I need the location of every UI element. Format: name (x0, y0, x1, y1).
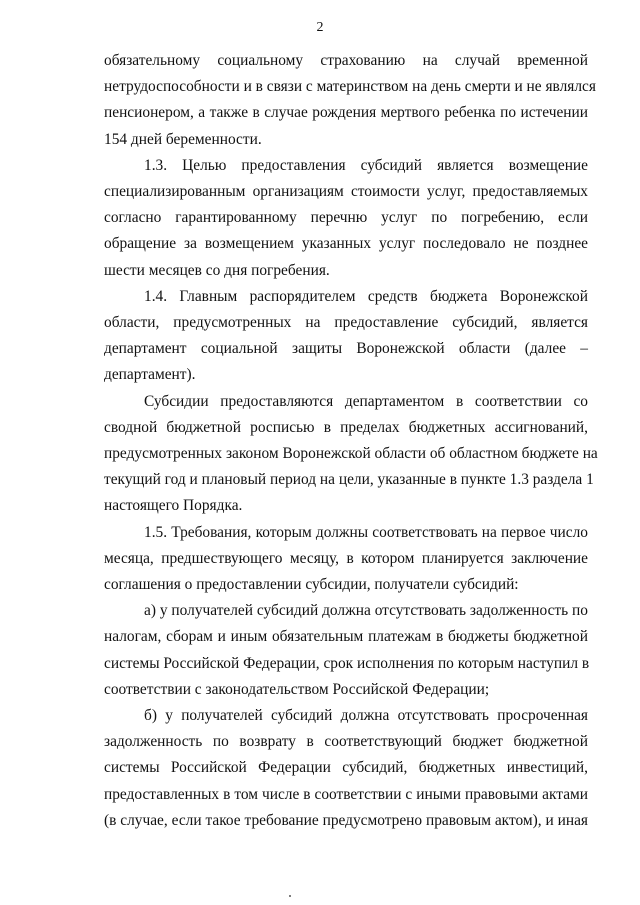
text-line: б) у получателей субсидий должна отсутствовать просроченная (144, 707, 588, 725)
text-line: соответствии с законодательством Российской Федерации; (104, 680, 490, 698)
text-line: системы Российской Федерации, срок исполнения по которым наступил в (104, 654, 590, 672)
paragraph (104, 389, 598, 520)
text-line: (в случае, если такое требование предусмотрено правовым актом), и иная (104, 811, 588, 829)
paragraph (104, 703, 588, 834)
text-line: предоставленных в том числе в соответствии с иными правовыми актами (104, 785, 588, 803)
text-line: текущий год и плановый период на цели, указанные в пункте 1.3 раздела 1 (104, 471, 594, 489)
paragraph (104, 520, 588, 599)
text-line: шести месяцев со дня погребения. (104, 261, 330, 279)
text-line: настоящего Порядка. (104, 497, 243, 515)
paragraph (104, 48, 596, 153)
text-line: а) у получателей субсидий должна отсутствовать задолженность по (144, 602, 588, 620)
text-line: пенсионером, а также в случае рождения мертвого ребенка по истечении (104, 104, 588, 122)
text-line: согласно гарантированному перечню услуг по погребению, если (104, 209, 588, 227)
text-line: налогам, сборам и иным обязательным платежам в бюджеты бюджетной (104, 628, 588, 646)
text-line: сводной бюджетной росписью в пределах бюджетных ассигнований, (104, 418, 588, 436)
text-line: обращение за возмещением указанных услуг последовало не позднее (104, 235, 588, 253)
text-line: департамент социальной защиты Воронежской области (далее – (104, 340, 588, 358)
text-line: месяца, предшествующего месяцу, в котором планируется заключение (104, 549, 588, 567)
paragraph (104, 153, 588, 284)
document-body (104, 48, 598, 834)
text-line: департамент). (104, 366, 196, 384)
text-line: соглашения о предоставлении субсидии, получатели субсидий: (104, 576, 519, 594)
page-number: 2 (316, 20, 324, 35)
text-line: задолженность по возврату в соответствующий бюджет бюджетной (104, 733, 588, 751)
paragraph (104, 598, 588, 703)
text-line: 1.4. Главным распорядителем средств бюджета Воронежской (144, 287, 588, 305)
text-line: Субсидии предоставляются департаментом в соответствии со (144, 392, 588, 410)
paragraph (104, 284, 588, 389)
text-line: предусмотренных законом Воронежской области об областном бюджете на (104, 445, 598, 463)
scan-artifact-dot (289, 895, 291, 897)
text-line: области, предусмотренных на предоставление субсидий, является (104, 314, 588, 332)
text-line: 1.5. Требования, которым должны соответствовать на первое число (144, 523, 588, 541)
text-line: 154 дней беременности. (104, 130, 262, 148)
text-line: нетрудоспособности и в связи с материнством на день смерти и не являлся (104, 78, 596, 96)
text-line: обязательному социальному страхованию на случай временной (104, 52, 588, 69)
text-line: специализированным организациям стоимости услуг, предоставляемых (104, 183, 588, 201)
text-line: системы Российской Федерации субсидий, бюджетных инвестиций, (104, 759, 588, 777)
text-line: 1.3. Целью предоставления субсидий является возмещение (144, 156, 588, 174)
